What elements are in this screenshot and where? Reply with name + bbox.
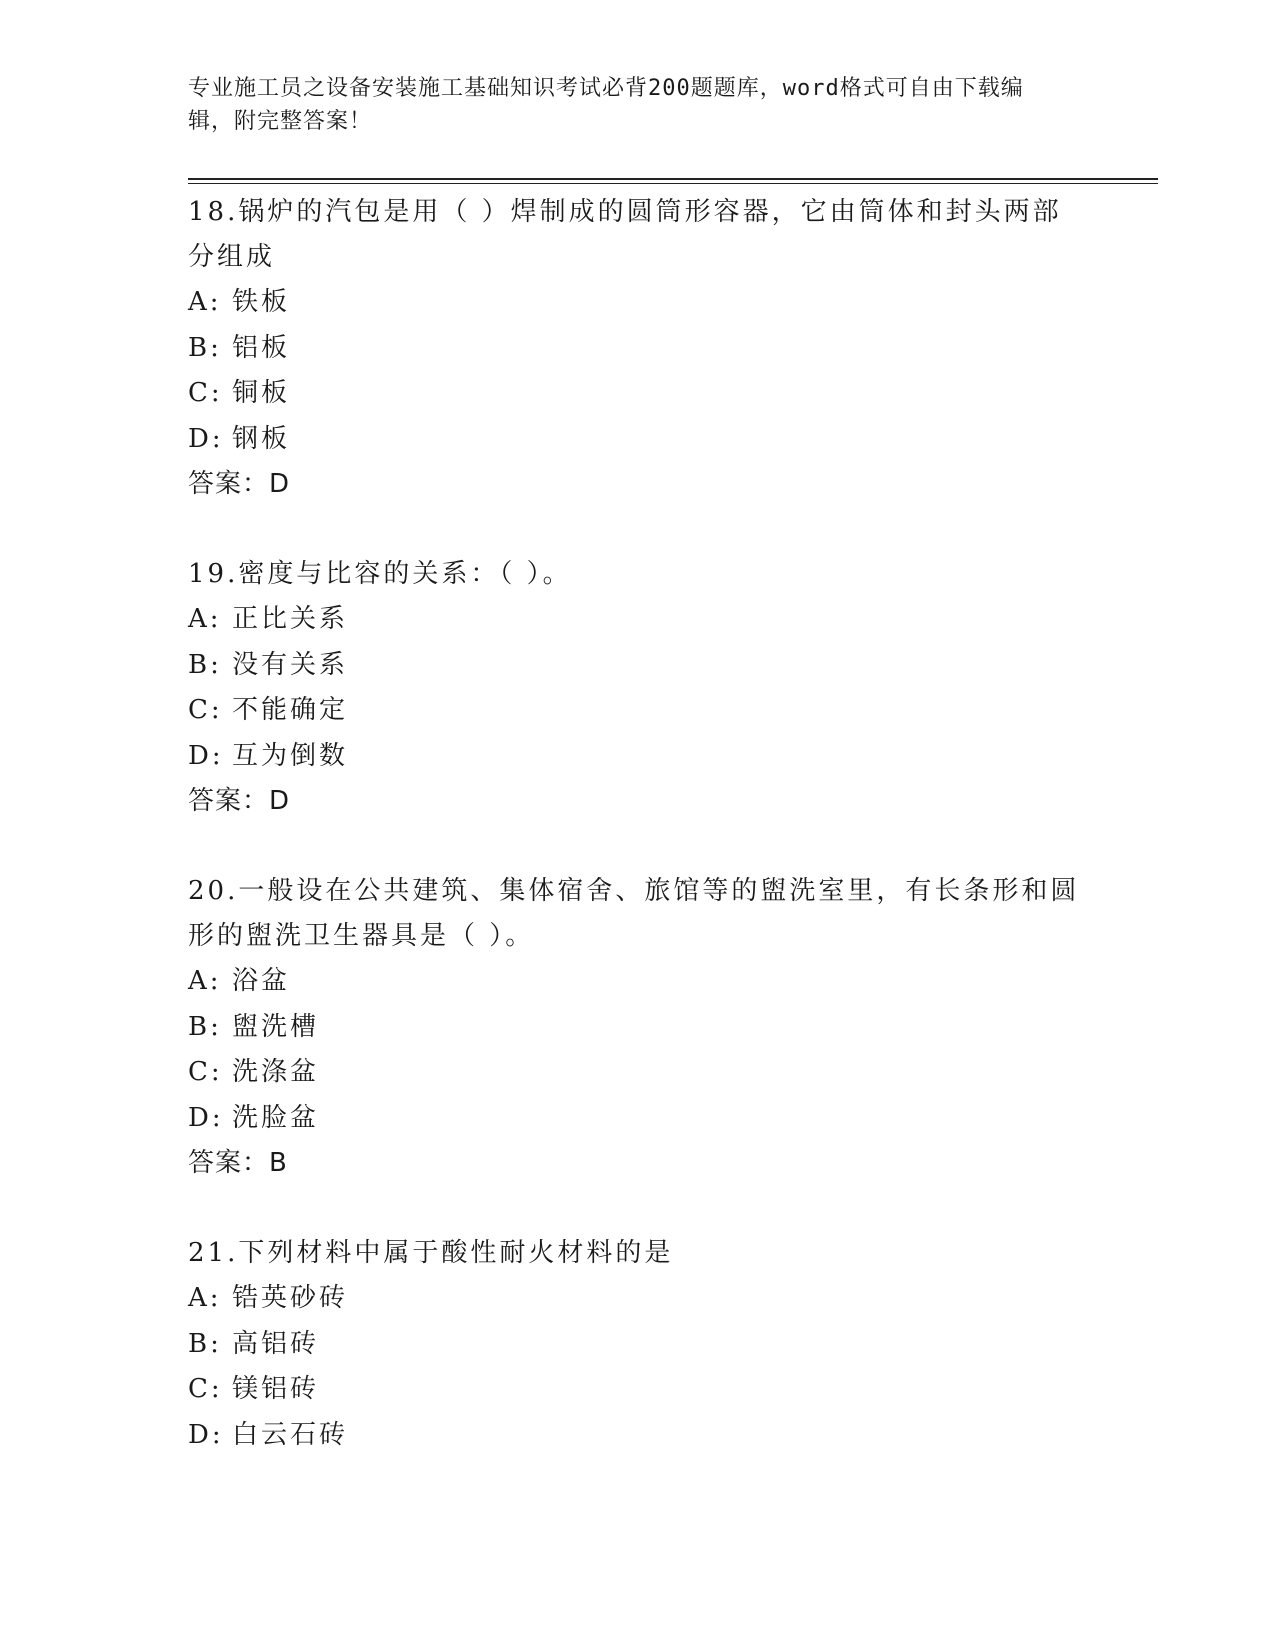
question-item	[188, 552, 1088, 824]
option-a	[188, 1276, 1088, 1322]
option-b	[188, 1322, 1088, 1368]
option-d	[188, 1096, 1088, 1142]
option-key: D:	[188, 740, 224, 771]
question-item	[188, 869, 1088, 1186]
option-key: D:	[188, 1102, 224, 1133]
option-c	[188, 688, 1088, 734]
option-text: 钢板	[232, 423, 291, 454]
option-text: 洗涤盆	[232, 1057, 320, 1087]
answer-line: 答案：D	[188, 786, 291, 816]
question-list	[188, 190, 1088, 1503]
option-text: 高铝砖	[232, 1328, 320, 1359]
option-text: 不能确定	[232, 695, 349, 725]
option-text: 白云石砖	[232, 1419, 349, 1450]
option-key: A:	[188, 1283, 222, 1313]
question-item	[188, 1231, 1088, 1458]
question-text: 21.下列材料中属于酸性耐火材料的是	[188, 1238, 674, 1268]
option-key: C:	[188, 1057, 223, 1087]
option-text: 铜板	[232, 378, 291, 408]
option-d	[188, 417, 1088, 463]
question-item	[188, 190, 1088, 507]
header-divider-thick	[188, 178, 1158, 180]
option-d	[188, 734, 1088, 780]
option-key: A:	[188, 287, 222, 317]
option-c	[188, 371, 1088, 417]
question-text: 19.密度与比容的关系：（ ）。	[188, 559, 572, 589]
option-key: C:	[188, 695, 223, 725]
option-key: C:	[188, 378, 223, 408]
document-header: 专业施工员之设备安装施工基础知识考试必背200题题库，word格式可自由下载编辑，附完整答案！	[188, 76, 1024, 134]
option-a	[188, 597, 1088, 643]
option-a	[188, 280, 1088, 326]
option-key: D:	[188, 1419, 224, 1450]
option-b	[188, 1005, 1088, 1051]
option-key: A:	[188, 966, 222, 996]
option-text: 浴盆	[232, 966, 291, 996]
option-text: 互为倒数	[232, 740, 349, 771]
option-d	[188, 1413, 1088, 1459]
option-text: 盥洗槽	[232, 1011, 320, 1042]
option-text: 没有关系	[232, 649, 349, 680]
header-divider-thin	[188, 183, 1158, 184]
option-text: 镁铝砖	[232, 1374, 320, 1404]
option-text: 铁板	[232, 287, 291, 317]
option-key: A:	[188, 604, 222, 634]
option-c	[188, 1367, 1088, 1413]
option-text: 正比关系	[232, 604, 349, 634]
answer-line: 答案：B	[188, 1148, 288, 1178]
question-text: 20.一般设在公共建筑、集体宿舍、旅馆等的盥洗室里，有长条形和圆形的盥洗卫生器具是（ ）。	[188, 876, 1080, 951]
option-text: 锆英砂砖	[232, 1283, 349, 1313]
option-key: B:	[188, 1011, 222, 1042]
option-key: D:	[188, 423, 224, 454]
option-key: B:	[188, 649, 222, 680]
option-text: 洗脸盆	[232, 1102, 320, 1133]
option-c	[188, 1050, 1088, 1096]
option-b	[188, 326, 1088, 372]
option-key: B:	[188, 1328, 222, 1359]
option-a	[188, 959, 1088, 1005]
option-key: B:	[188, 332, 222, 363]
option-b	[188, 643, 1088, 689]
answer-line: 答案：D	[188, 469, 291, 499]
option-key: C:	[188, 1374, 223, 1404]
question-text: 18.锅炉的汽包是用（ ）焊制成的圆筒形容器，它由筒体和封头两部分组成	[188, 197, 1062, 272]
option-text: 铝板	[232, 332, 291, 363]
